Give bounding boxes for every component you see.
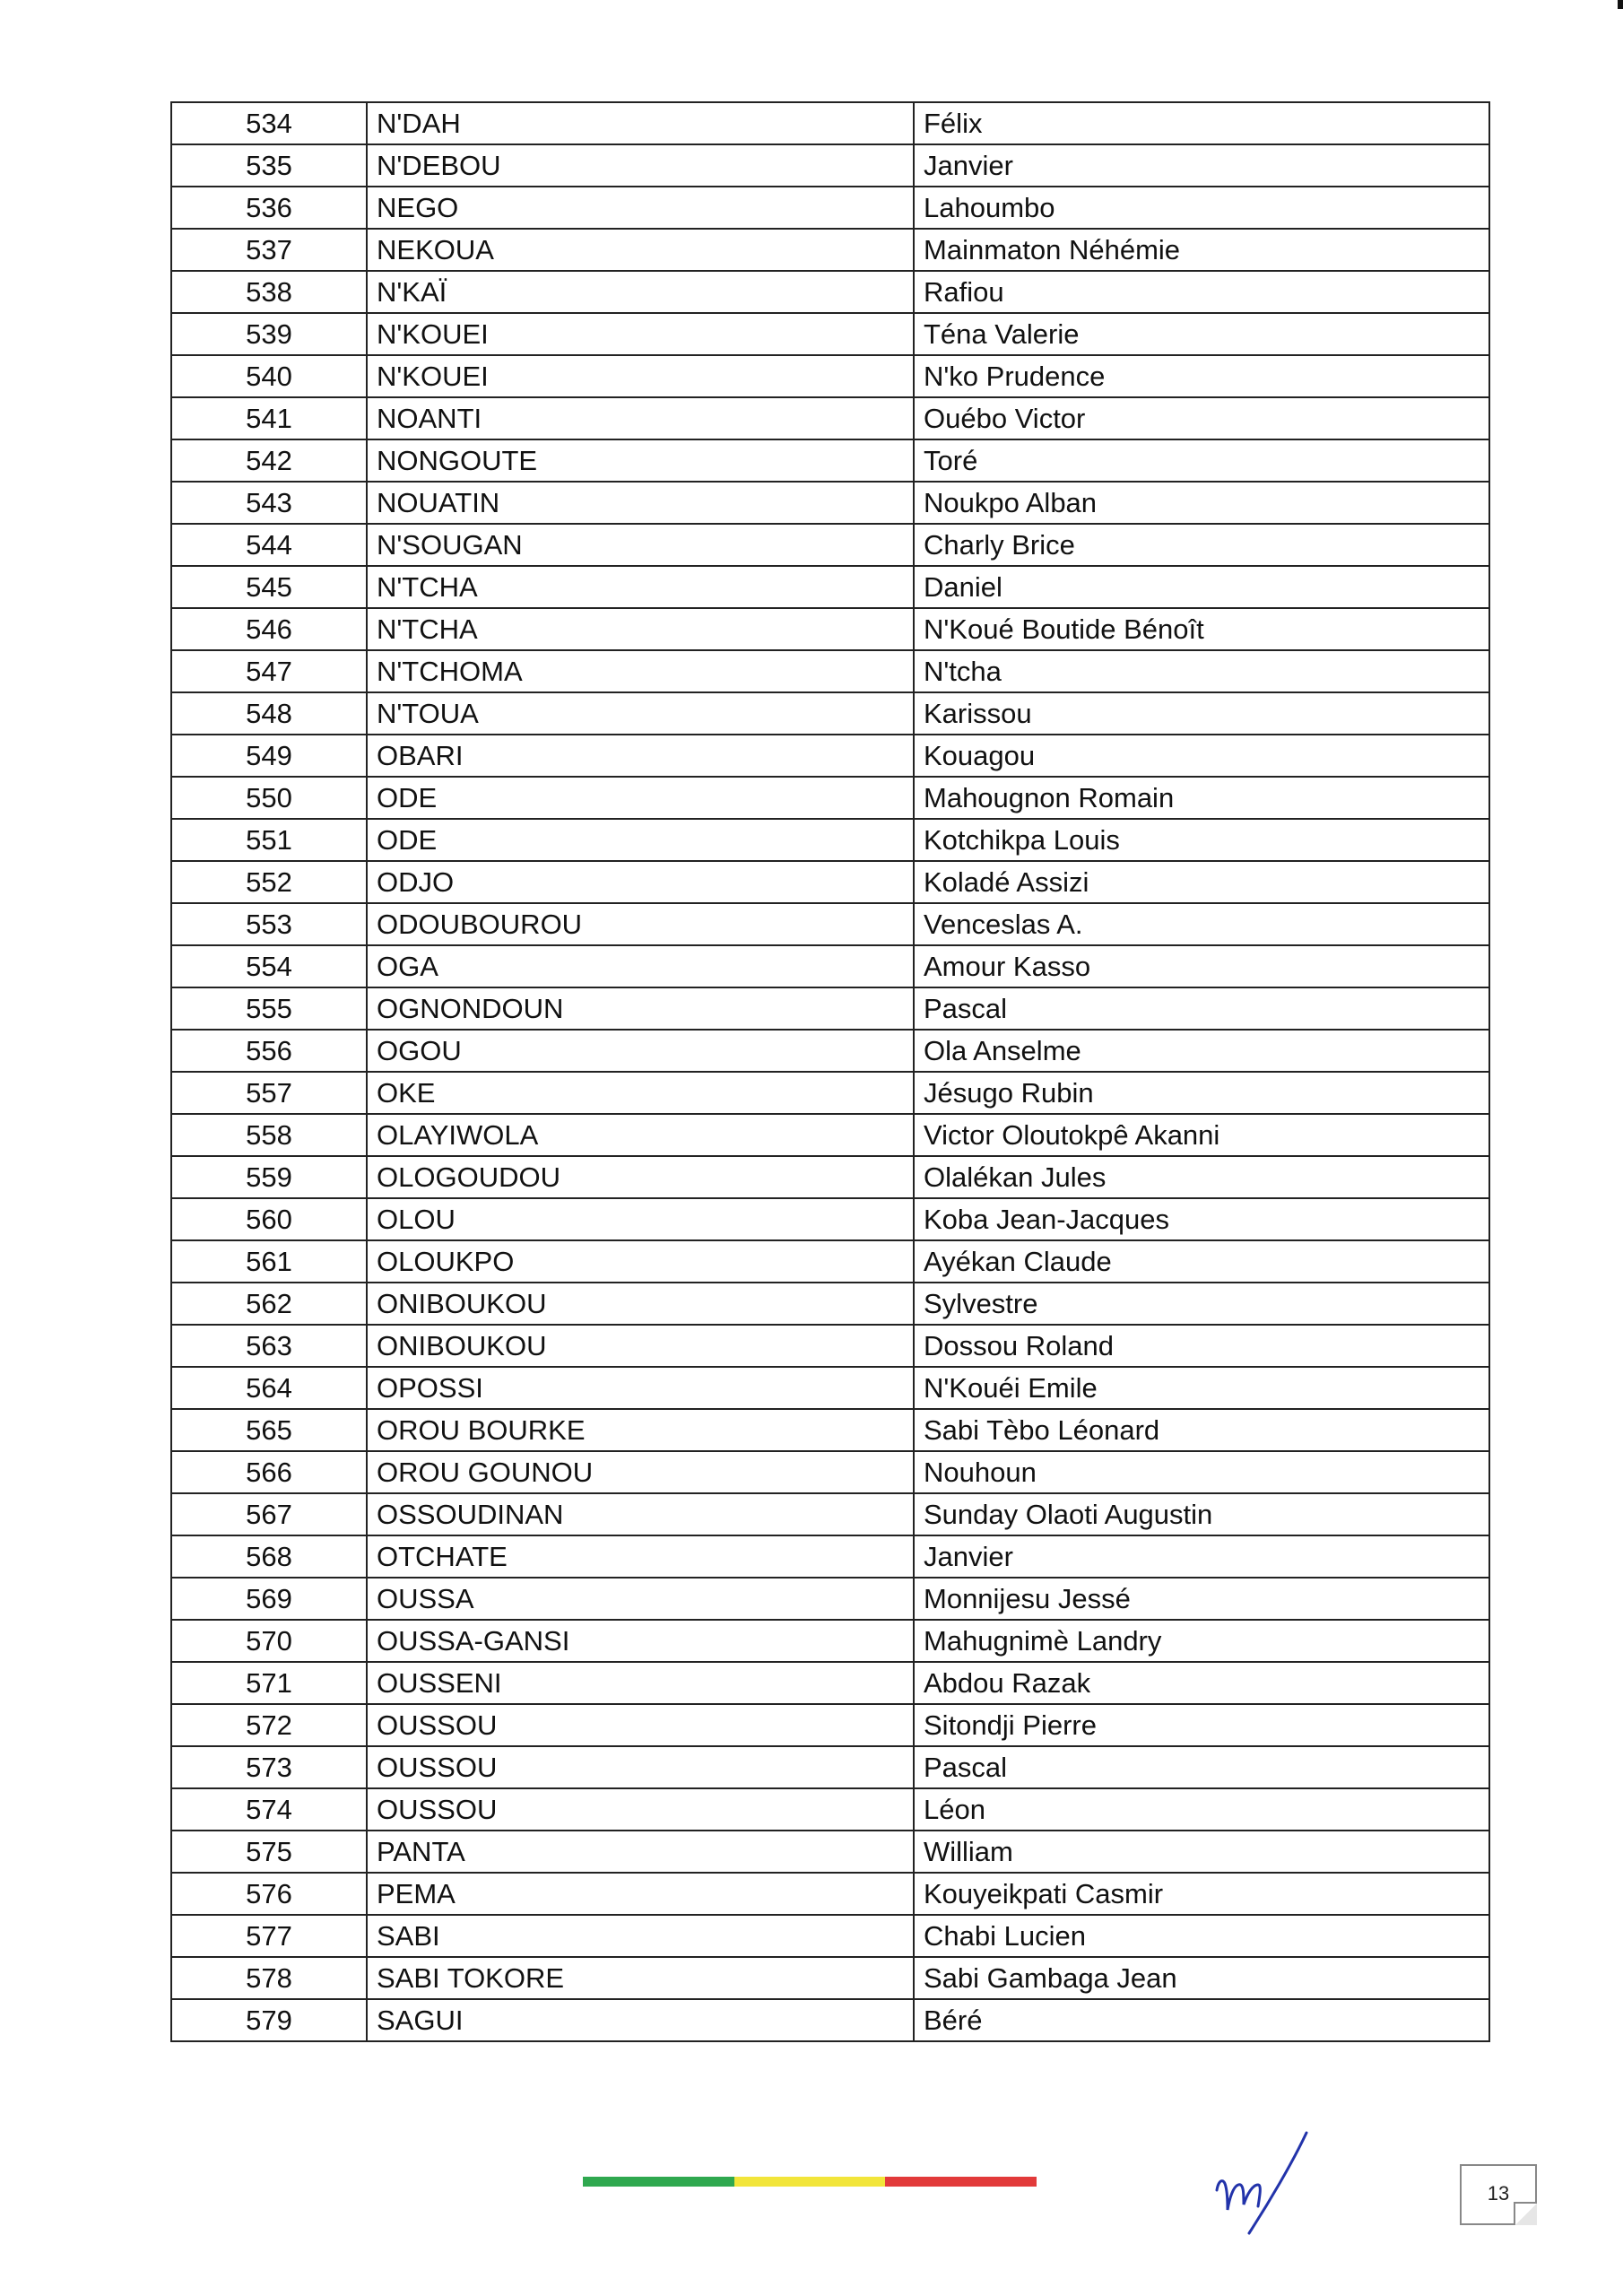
last-name-cell: N'TOUA [367,692,914,735]
first-name-cell: Sabi Gambaga Jean [914,1957,1489,1999]
table-row [171,608,1489,650]
table-row [171,735,1489,777]
table-row [171,1030,1489,1072]
last-name-cell: OLOUKPO [367,1240,914,1283]
table-row [171,1915,1489,1957]
row-number-cell: 568 [171,1535,367,1578]
table-row [171,313,1489,355]
table-row [171,1788,1489,1831]
last-name-cell: ODE [367,819,914,861]
last-name-cell: N'KOUEI [367,313,914,355]
last-name-cell: ONIBOUKOU [367,1283,914,1325]
corner-mark [1618,0,1623,9]
first-name-cell: Daniel [914,566,1489,608]
row-number-cell: 540 [171,355,367,397]
row-number-cell: 550 [171,777,367,819]
last-name-cell: ODJO [367,861,914,903]
table-row [171,482,1489,524]
row-number-cell: 559 [171,1156,367,1198]
row-number-cell: 539 [171,313,367,355]
last-name-cell: N'KOUEI [367,355,914,397]
last-name-cell: OROU BOURKE [367,1409,914,1451]
last-name-cell: NOUATIN [367,482,914,524]
row-number-cell: 552 [171,861,367,903]
row-number-cell: 551 [171,819,367,861]
first-name-cell: Victor Oloutokpê Akanni [914,1114,1489,1156]
last-name-cell: N'DAH [367,102,914,144]
table-row [171,1367,1489,1409]
row-number-cell: 570 [171,1620,367,1662]
table-row [171,1999,1489,2041]
row-number-cell: 563 [171,1325,367,1367]
first-name-cell: William [914,1831,1489,1873]
last-name-cell: PEMA [367,1873,914,1915]
table-row [171,819,1489,861]
row-number-cell: 562 [171,1283,367,1325]
table-row [171,1451,1489,1493]
row-number-cell: 567 [171,1493,367,1535]
first-name-cell: N'tcha [914,650,1489,692]
first-name-cell: Koba Jean-Jacques [914,1198,1489,1240]
first-name-cell: Mainmaton Néhémie [914,229,1489,271]
row-number-cell: 542 [171,439,367,482]
table-row [171,945,1489,987]
flag-red [885,2177,1037,2187]
first-name-cell: Monnijesu Jessé [914,1578,1489,1620]
last-name-cell: NONGOUTE [367,439,914,482]
first-name-cell: Ola Anselme [914,1030,1489,1072]
table-row [171,1156,1489,1198]
last-name-cell: OLOGOUDOU [367,1156,914,1198]
table-row [171,1704,1489,1746]
last-name-cell: OKE [367,1072,914,1114]
row-number-cell: 546 [171,608,367,650]
first-name-cell: Kotchikpa Louis [914,819,1489,861]
table-row [171,1957,1489,1999]
first-name-cell: Kouyeikpati Casmir [914,1873,1489,1915]
table-row [171,1240,1489,1283]
first-name-cell: Chabi Lucien [914,1915,1489,1957]
last-name-cell: OGNONDOUN [367,987,914,1030]
row-number-cell: 573 [171,1746,367,1788]
first-name-cell: N'ko Prudence [914,355,1489,397]
row-number-cell: 577 [171,1915,367,1957]
page-curl-icon [1514,2202,1537,2225]
first-name-cell: Amour Kasso [914,945,1489,987]
names-table [170,101,1490,2042]
first-name-cell: Noukpo Alban [914,482,1489,524]
first-name-cell: Janvier [914,144,1489,187]
last-name-cell: SABI [367,1915,914,1957]
last-name-cell: N'TCHA [367,566,914,608]
row-number-cell: 548 [171,692,367,735]
last-name-cell: SABI TOKORE [367,1957,914,1999]
first-name-cell: Nouhoun [914,1451,1489,1493]
first-name-cell: Charly Brice [914,524,1489,566]
last-name-cell: OUSSOU [367,1746,914,1788]
row-number-cell: 566 [171,1451,367,1493]
row-number-cell: 544 [171,524,367,566]
row-number-cell: 556 [171,1030,367,1072]
first-name-cell: Ayékan Claude [914,1240,1489,1283]
last-name-cell: OSSOUDINAN [367,1493,914,1535]
last-name-cell: OTCHATE [367,1535,914,1578]
table-row [171,777,1489,819]
row-number-cell: 541 [171,397,367,439]
row-number-cell: 538 [171,271,367,313]
table-row [171,1746,1489,1788]
row-number-cell: 560 [171,1198,367,1240]
page-number: 13 [1487,2182,1510,2205]
flag-stripe [583,2177,1037,2187]
table-row [171,987,1489,1030]
table-row [171,1578,1489,1620]
row-number-cell: 565 [171,1409,367,1451]
row-number-cell: 579 [171,1999,367,2041]
table-row [171,1198,1489,1240]
row-number-cell: 572 [171,1704,367,1746]
last-name-cell: OUSSA-GANSI [367,1620,914,1662]
last-name-cell: N'DEBOU [367,144,914,187]
table-row [171,566,1489,608]
last-name-cell: OLOU [367,1198,914,1240]
table-row [171,187,1489,229]
table-row [171,861,1489,903]
row-number-cell: 537 [171,229,367,271]
row-number-cell: 535 [171,144,367,187]
table-row [171,397,1489,439]
row-number-cell: 575 [171,1831,367,1873]
last-name-cell: N'SOUGAN [367,524,914,566]
first-name-cell: Venceslas A. [914,903,1489,945]
table-row [171,650,1489,692]
table-row [171,102,1489,144]
last-name-cell: OBARI [367,735,914,777]
first-name-cell: Olalékan Jules [914,1156,1489,1198]
last-name-cell: OPOSSI [367,1367,914,1409]
first-name-cell: N'Kouéi Emile [914,1367,1489,1409]
first-name-cell: Kouagou [914,735,1489,777]
first-name-cell: Sunday Olaoti Augustin [914,1493,1489,1535]
last-name-cell: NEGO [367,187,914,229]
signature-stroke-2 [1249,2133,1306,2233]
table-row [171,1662,1489,1704]
last-name-cell: OGOU [367,1030,914,1072]
table-row [171,1114,1489,1156]
first-name-cell: Mahougnon Romain [914,777,1489,819]
table-row [171,271,1489,313]
first-name-cell: Rafiou [914,271,1489,313]
table-row [171,1409,1489,1451]
table-row [171,1493,1489,1535]
names-table-body [171,102,1489,2041]
table-row [171,692,1489,735]
table-row [171,903,1489,945]
first-name-cell: Sabi Tèbo Léonard [914,1409,1489,1451]
row-number-cell: 564 [171,1367,367,1409]
table-row [171,1620,1489,1662]
last-name-cell: OUSSA [367,1578,914,1620]
flag-yellow [734,2177,886,2187]
last-name-cell: OROU GOUNOU [367,1451,914,1493]
row-number-cell: 571 [171,1662,367,1704]
table-row [171,524,1489,566]
row-number-cell: 574 [171,1788,367,1831]
first-name-cell: N'Koué Boutide Bénoît [914,608,1489,650]
first-name-cell: Jésugo Rubin [914,1072,1489,1114]
last-name-cell: OGA [367,945,914,987]
last-name-cell: N'TCHOMA [367,650,914,692]
first-name-cell: Félix [914,102,1489,144]
page-number-box [1460,2164,1537,2225]
row-number-cell: 536 [171,187,367,229]
last-name-cell: NEKOUA [367,229,914,271]
first-name-cell: Toré [914,439,1489,482]
first-name-cell: Dossou Roland [914,1325,1489,1367]
last-name-cell: OUSSENI [367,1662,914,1704]
row-number-cell: 576 [171,1873,367,1915]
first-name-cell: Ouébo Victor [914,397,1489,439]
last-name-cell: NOANTI [367,397,914,439]
row-number-cell: 543 [171,482,367,524]
first-name-cell: Sylvestre [914,1283,1489,1325]
last-name-cell: SAGUI [367,1999,914,2041]
first-name-cell: Sitondji Pierre [914,1704,1489,1746]
table-row [171,1831,1489,1873]
first-name-cell: Lahoumbo [914,187,1489,229]
table-row [171,1873,1489,1915]
row-number-cell: 578 [171,1957,367,1999]
row-number-cell: 555 [171,987,367,1030]
flag-green [583,2177,734,2187]
last-name-cell: ONIBOUKOU [367,1325,914,1367]
last-name-cell: OLAYIWOLA [367,1114,914,1156]
row-number-cell: 554 [171,945,367,987]
first-name-cell: Pascal [914,987,1489,1030]
first-name-cell: Abdou Razak [914,1662,1489,1704]
first-name-cell: Pascal [914,1746,1489,1788]
table-row [171,229,1489,271]
first-name-cell: Béré [914,1999,1489,2041]
table-row [171,1325,1489,1367]
first-name-cell: Janvier [914,1535,1489,1578]
row-number-cell: 569 [171,1578,367,1620]
last-name-cell: OUSSOU [367,1788,914,1831]
signature-stroke-1 [1217,2181,1260,2210]
first-name-cell: Téna Valerie [914,313,1489,355]
row-number-cell: 547 [171,650,367,692]
row-number-cell: 534 [171,102,367,144]
table-row [171,144,1489,187]
table-row [171,1283,1489,1325]
last-name-cell: ODE [367,777,914,819]
last-name-cell: N'KAÏ [367,271,914,313]
table-row [171,1535,1489,1578]
first-name-cell: Mahugnimè Landry [914,1620,1489,1662]
table-row [171,1072,1489,1114]
table-row [171,439,1489,482]
first-name-cell: Karissou [914,692,1489,735]
row-number-cell: 553 [171,903,367,945]
row-number-cell: 557 [171,1072,367,1114]
table-row [171,355,1489,397]
row-number-cell: 558 [171,1114,367,1156]
first-name-cell: Koladé Assizi [914,861,1489,903]
last-name-cell: PANTA [367,1831,914,1873]
row-number-cell: 561 [171,1240,367,1283]
last-name-cell: OUSSOU [367,1704,914,1746]
signature-mark [1206,2127,1314,2235]
last-name-cell: ODOUBOUROU [367,903,914,945]
row-number-cell: 549 [171,735,367,777]
first-name-cell: Léon [914,1788,1489,1831]
row-number-cell: 545 [171,566,367,608]
last-name-cell: N'TCHA [367,608,914,650]
